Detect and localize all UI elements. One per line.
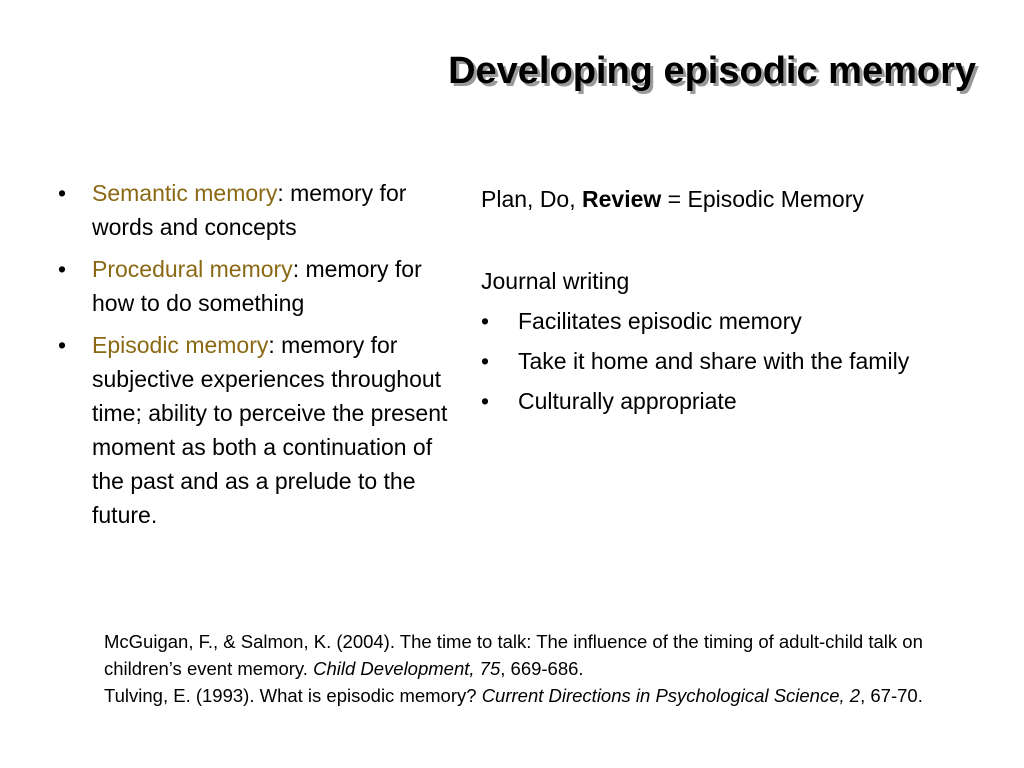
list-item-semantic — [58, 176, 450, 244]
reference-pages: , 67-70. — [860, 685, 923, 706]
journal-bullet-list — [481, 304, 981, 418]
reference-text: Tulving, E. (1993). What is episodic memory? — [104, 685, 482, 706]
right-column — [481, 182, 981, 424]
reference-journal: Child Development, 75 — [313, 658, 501, 679]
bullet-icon: • — [481, 308, 490, 334]
reference-mcguigan — [104, 628, 964, 682]
definition-procedural-memory: : memory for how to do something — [92, 256, 422, 316]
reference-text: McGuigan, F., & Salmon, K. (2004). The time to talk: The influence of the timing of adult-child talk on children’s event memory. — [104, 631, 923, 679]
bullet-icon: • — [481, 388, 490, 414]
list-item — [481, 344, 981, 378]
bullet-icon: • — [58, 256, 67, 282]
bullet-icon: • — [58, 332, 67, 358]
list-item-text: Facilitates episodic memory — [518, 308, 802, 334]
list-item-text: Take it home and share with the family — [518, 348, 910, 374]
definition-episodic-memory: : memory for subjective experiences throughout time; ability to perceive the present moment as both a continuation of the past and as a prelude to the future. — [92, 332, 448, 528]
term-procedural-memory: Procedural memory — [92, 256, 293, 282]
left-bullet-list — [58, 176, 450, 540]
bullet-icon: • — [481, 348, 490, 374]
review-text: Review — [582, 186, 662, 212]
plan-do-text: Plan, Do, — [481, 186, 582, 212]
episodic-memory-text: = Episodic Memory — [661, 186, 864, 212]
list-item — [481, 384, 981, 418]
reference-tulving — [104, 682, 964, 709]
list-item-text: Culturally appropriate — [518, 388, 737, 414]
reference-journal: Current Directions in Psychological Science, 2 — [481, 685, 861, 706]
references — [104, 628, 964, 709]
reference-pages: , 669-686. — [500, 658, 584, 679]
plan-do-review-line — [481, 182, 981, 216]
list-item-procedural — [58, 252, 450, 320]
term-semantic-memory: Semantic memory — [92, 180, 278, 206]
bullet-icon: • — [58, 180, 67, 206]
spacer — [481, 216, 981, 264]
list-item — [481, 304, 981, 338]
journal-writing-heading: Journal writing — [481, 268, 630, 294]
term-episodic-memory: Episodic memory — [92, 332, 269, 358]
slide-title: Developing episodic memory — [448, 50, 976, 92]
definition-semantic-memory: : memory for words and concepts — [92, 180, 407, 240]
list-item-episodic — [58, 328, 450, 532]
